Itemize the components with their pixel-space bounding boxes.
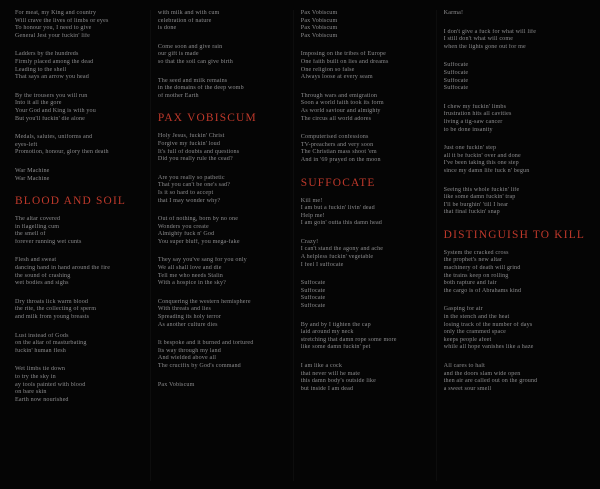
lyric-line: You super bluff, you mega-fake — [157, 238, 240, 245]
stanza — [444, 29, 585, 52]
lyric-line: the trains keep on rolling — [443, 272, 509, 279]
stanza — [15, 51, 143, 81]
lyric-line: Pax Vobiscum — [157, 381, 195, 388]
lyric-line: I'll be burghin' 'till I hear — [443, 201, 509, 208]
lyric-line: Pax Vobiscum — [300, 10, 338, 16]
lyric-line: of mother Earth — [157, 92, 199, 99]
lyric-line: Into it all the gore — [15, 100, 62, 107]
lyric-line: I can't stand the agony and ache — [300, 246, 384, 253]
lyric-line: It's full of doubts and questions — [157, 148, 240, 155]
lyric-line: Help me! — [300, 212, 325, 219]
lyric-line: The crucifix by God's command — [157, 363, 241, 369]
lyric-line: That says an arrow you head — [15, 74, 89, 81]
lyric-line: that I may wonder why? — [157, 197, 221, 204]
stanza — [301, 93, 429, 123]
stanza — [444, 10, 585, 18]
lyric-line: And in '69 prayed on the moon — [300, 156, 381, 163]
lyric-line: our gift is made — [157, 51, 199, 58]
lyric-line: Kill me! — [300, 197, 323, 204]
lyric-line: that final fuckin' snap — [443, 209, 500, 216]
lyric-line: By the trousers you will run — [15, 92, 88, 99]
lyric-line: I've been taking this one step — [443, 160, 519, 167]
lyric-line: Leading to the shell — [15, 66, 67, 73]
lyric-line: and milk from young breasts — [15, 314, 90, 321]
stanza — [444, 363, 585, 393]
lyric-line: A helpless fuckin' vegetable — [300, 254, 374, 261]
lyric-line: I feel I suffocate — [300, 261, 344, 268]
stanza — [158, 10, 286, 33]
lyric-line: And wielded above all — [157, 355, 217, 362]
lyric-line: Seeing this whole fuckin' life — [443, 186, 520, 193]
lyric-line: all it be fuckin' over and done — [443, 152, 521, 159]
lyric-line: We all shall love and die — [157, 265, 222, 272]
lyric-line: frustration hits all cavities — [443, 111, 512, 118]
lyric-line: Suffocate — [300, 280, 326, 287]
lyric-line: By and by I tighten the cap — [300, 321, 371, 328]
stanza — [301, 280, 429, 310]
lyric-line: All cares to halt — [443, 363, 485, 369]
lyric-line: I don't give a fuck for what will life — [443, 28, 537, 35]
lyric-line: Ladders by the hundreds — [15, 51, 79, 58]
lyric-line: I am goin' outta this damn head — [300, 220, 383, 227]
stanza — [158, 216, 286, 246]
lyric-line: to try the sky in — [15, 374, 56, 380]
lyric-line: Suffocate — [443, 85, 469, 92]
lyric-line: Imposing on the tribes of Europe — [300, 51, 386, 58]
lyric-line: Pax Vobiscum — [300, 32, 338, 39]
lyric-line: I am like a cock — [300, 363, 343, 369]
lyric-line: With threats and lies — [157, 306, 212, 313]
lyric-line: Wonders you create — [157, 223, 209, 230]
lyric-line: One faith built on lies and dreams — [300, 58, 389, 65]
lyric-line: Did you really rule the cead? — [157, 156, 233, 163]
stanza — [301, 239, 429, 269]
lyric-line: To honour you, I need to give — [15, 25, 92, 32]
lyric-line: Conquering the western hemisphere — [157, 298, 251, 305]
lyric-line: General Jest your fuckin' life — [15, 32, 90, 39]
lyric-line: Karma! — [443, 10, 464, 16]
stanza — [301, 134, 429, 164]
lyric-line: Earth now nourished — [15, 396, 69, 403]
lyric-line: eyes-left — [15, 141, 38, 148]
stanza — [301, 198, 429, 228]
lyric-line: while all hope vanishes like a haze — [443, 344, 534, 351]
stanza — [15, 134, 143, 157]
lyric-line: both rapture and fair — [443, 280, 497, 287]
lyric-line: in the domains of the deep womb — [157, 85, 244, 92]
lyric-line: War Machine — [15, 175, 50, 182]
lyric-line: Tell me who needs Stalin — [157, 272, 224, 279]
lyric-line: Suffocate — [300, 303, 326, 310]
lyric-line: Almighty fuck n' God — [157, 231, 215, 238]
stanza — [15, 93, 143, 123]
lyric-line: losing track of the number of days — [443, 321, 533, 328]
stanza — [158, 382, 286, 390]
lyric-line: Firmly placed among the dead — [15, 58, 94, 65]
lyric-line: Just one fuckin' step — [443, 145, 497, 152]
lyric-line: Flesh and sweat — [15, 257, 57, 264]
lyric-line: As another culture dies — [157, 321, 218, 328]
lyric-line: Promotion, honour, glory then death — [15, 149, 109, 156]
lyric-line: Crazy! — [300, 238, 319, 245]
lyric-line: I chew my fuckin' limbs — [443, 103, 507, 110]
stanza — [444, 250, 585, 296]
stanza — [301, 10, 429, 40]
lyric-line: the prophet's new altar — [443, 257, 503, 264]
lyric-line: Gasping for air — [443, 306, 483, 313]
lyric-line: War Machine — [15, 167, 50, 174]
lyric-line: I still don't what will come — [443, 36, 514, 43]
lyric-line: Out of nothing, born by no one — [157, 216, 239, 223]
lyric-line: this damn body's outside like — [300, 378, 376, 385]
stanza — [15, 366, 143, 404]
lyric-line: the cargo is of Abrahams kind — [443, 287, 522, 294]
lyric-line: That you can't be one's sad? — [157, 182, 231, 189]
lyric-line: when the lights gone out for me — [443, 43, 526, 50]
song-title-blood-and-soil: BLOOD AND SOIL — [15, 195, 127, 208]
lyric-line: TV-preachers and very soon — [300, 141, 374, 148]
lyric-line: Are you really so pathetic — [157, 174, 225, 181]
stanza — [444, 62, 585, 92]
lyric-line: Soon a world faith took its form — [300, 100, 384, 107]
lyric-line: As world saviour and almighty — [300, 107, 381, 114]
lyric-line: Through wars and emigration — [300, 92, 378, 99]
stanza — [15, 10, 143, 40]
lyric-line: on bare skin — [15, 389, 47, 396]
lyric-line: With a hospice in the sky? — [157, 280, 227, 287]
lyric-line: Forgive my fuckin' loud — [157, 140, 221, 147]
lyric-line: Pax Vobiscum — [300, 25, 338, 32]
lyric-line: Will crave the lives of limbs or eyes — [15, 17, 109, 24]
lyric-line: is done — [157, 25, 177, 32]
lyric-line: the rite, the collecting of sperm — [15, 306, 97, 313]
stanza — [15, 257, 143, 287]
lyric-line: to be done insanity — [443, 126, 493, 133]
stanza — [301, 51, 429, 81]
lyric-line: wet bodies and sighs — [15, 280, 69, 287]
lyric-line: on the altar of masturbating — [15, 340, 87, 347]
song-title-pax-vobiscum: PAX VOBISCUM — [157, 112, 257, 125]
lyric-line: keeps people afeet — [443, 336, 492, 343]
lyric-line: but inside I am dead — [300, 385, 354, 392]
lyric-line: stretching that damn rope some more — [300, 336, 397, 343]
lyric-line: Suffocate — [300, 295, 326, 302]
lyric-line: I am but a fuckin' livin' dead — [300, 205, 375, 212]
stanza — [158, 175, 286, 205]
lyric-line: One religion so false — [300, 66, 355, 73]
lyric-line: But you'll fuckin' die alone — [15, 115, 86, 122]
lyric-line: like some damn fuckin' trap — [443, 194, 516, 201]
lyric-line: Spreading its holy terror — [157, 314, 222, 321]
lyric-line: laid around my neck — [300, 329, 354, 336]
lyric-line: and the doors slam wide open — [443, 370, 521, 377]
lyric-line: like some damn fuckin' pet — [300, 344, 371, 351]
lyric-line: Is it so hard to accept — [157, 189, 214, 196]
lyric-line: living a tig-saw cancer — [443, 118, 503, 125]
lyric-line: Dry throats lick warm blood — [15, 298, 89, 305]
lyric-line: then air are called out on the ground — [443, 378, 538, 385]
stanza — [15, 299, 143, 322]
lyric-line: in flagelling cum — [15, 223, 60, 230]
lyric-line: with milk and with cum — [157, 10, 220, 16]
stanza — [158, 257, 286, 287]
lyric-line: since my damn life fuck n' begun — [443, 167, 530, 174]
stanza — [158, 340, 286, 370]
song-title-distinguish-to-kill: DISTINGUISH TO KILL — [443, 228, 586, 241]
lyric-line: Computerised confessions — [300, 134, 369, 141]
lyrics-column-4 — [436, 10, 592, 481]
stanza — [444, 306, 585, 352]
stanza — [15, 216, 143, 246]
lyric-line: Lust instead of Gods — [15, 332, 69, 339]
lyric-line: Pax Vobiscum — [300, 17, 338, 24]
stanza — [301, 363, 429, 393]
lyric-line: It bespoke and it burned and tortured — [157, 340, 254, 347]
lyrics-column-1 — [8, 10, 150, 481]
lyric-line: Always loose at every seam — [300, 74, 373, 81]
lyric-line: Suffocate — [443, 77, 469, 84]
lyric-line: dancing hand in hand around the fire — [15, 265, 111, 272]
lyric-line: Suffocate — [300, 287, 326, 294]
lyric-line: ay tools painted with blood — [15, 381, 86, 388]
lyric-line: The circus all world adores — [300, 115, 372, 122]
lyric-line: Medals, salutes, uniforms and — [15, 134, 93, 141]
lyric-line: in the stench and the heat — [443, 314, 510, 321]
stanza — [444, 187, 585, 217]
lyric-line: machinery of death will grind — [443, 265, 521, 272]
lyric-line: For meat, my King and country — [15, 10, 97, 16]
lyric-line: The seed and milk remains — [157, 77, 228, 84]
lyric-line: Holy Jesus, fuckin' Christ — [157, 133, 225, 140]
stanza — [158, 44, 286, 67]
lyric-line: Come soon and give rain — [157, 43, 223, 50]
stanza — [15, 333, 143, 356]
lyrics-column-2 — [150, 10, 293, 481]
lyric-line: the smell of — [15, 231, 46, 238]
lyric-line: a sweet sour smell — [443, 385, 492, 392]
stanza — [444, 104, 585, 134]
lyric-line: The Christian mass shoot 'em — [300, 149, 377, 156]
lyrics-column-3 — [293, 10, 436, 481]
lyric-line: Suffocate — [443, 62, 469, 69]
lyric-line: System the cracked cross — [443, 249, 509, 256]
lyric-line: fuckin' human flesh — [15, 347, 66, 354]
lyric-line: Your God and King is with you — [15, 107, 96, 114]
stanza — [158, 78, 286, 101]
lyric-line: the sound of crashing — [15, 272, 71, 279]
stanza — [301, 322, 429, 352]
lyric-line: Suffocate — [443, 69, 469, 76]
lyric-line: so that the soil can give birth — [157, 58, 233, 65]
lyric-line: They say you've sang for you only — [157, 257, 247, 264]
lyric-line: only the crammed space — [443, 329, 507, 336]
stanza — [158, 299, 286, 329]
lyric-line: The altar covered — [15, 216, 61, 223]
song-title-suffocate: SUFFOCATE — [300, 176, 376, 189]
lyric-line: that never will he mate — [300, 370, 361, 377]
stanza — [15, 168, 143, 183]
lyric-line: forever running wet cunts — [15, 238, 82, 245]
stanza — [158, 133, 286, 163]
stanza — [444, 145, 585, 175]
lyric-line: Wet limbs tie down — [15, 366, 66, 373]
lyric-line: celebration of nature — [157, 17, 212, 24]
lyric-line: Its way through my land — [157, 347, 221, 354]
